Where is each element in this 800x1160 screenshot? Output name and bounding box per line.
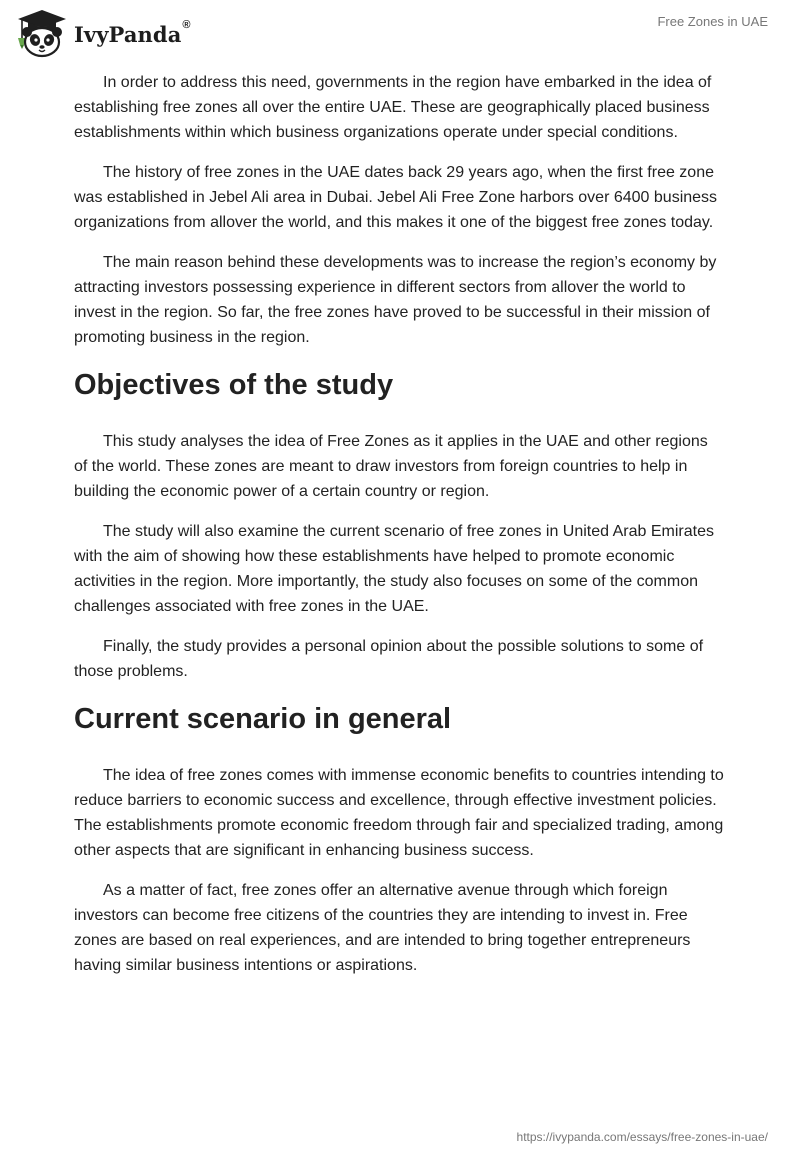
intro-paragraph: In order to address this need, governments in the region have embarked in the idea of establishing free zones all over the entire UAE. These are geographically placed business establishments within which business organizations operate under special conditions. — [74, 74, 712, 141]
intro-paragraph: The main reason behind these developments was to increase the region’s economy by attracting investors possessing experience in different sectors from allover the world to invest in the region. So far, the free zones have proved to be successful in their mission of promoting business in the region. — [74, 254, 717, 346]
section-paragraph: This study analyses the idea of Free Zones as it applies in the UAE and other regions of the world. These zones are meant to draw investors from foreign countries to help in building the economic power of a certain country or region. — [74, 433, 708, 500]
source-url[interactable]: https://ivypanda.com/essays/free-zones-in-uae/ — [516, 1130, 768, 1144]
section-paragraph: The study will also examine the current scenario of free zones in United Arab Emirates with the aim of showing how these establishments have helped to promote economic activities in the region. More importantly, the study also focuses on some of the common challenges associated with free zones in the UAE. — [74, 523, 714, 615]
page-header — [0, 0, 800, 66]
intro-paragraph: The history of free zones in the UAE dates back 29 years ago, when the first free zone was established in Jebel Ali area in Dubai. Jebel Ali Free Zone harbors over 6400 business organizations from allover the world, and this makes it one of the biggest free zones today. — [74, 164, 718, 231]
registered-mark: ® — [182, 18, 191, 31]
essay-body — [74, 70, 724, 993]
section-paragraph: As a matter of fact, free zones offer an alternative avenue through which foreign investors can become free citizens of the countries they are intending to invest in. Free zones are based on real experiences, and are intended to bring together entrepreneurs having similar business intentions or aspirations. — [74, 882, 691, 974]
panda-graduate-icon — [14, 8, 70, 58]
section-heading-current-scenario: Current scenario in general — [74, 703, 452, 735]
section-heading-objectives: Objectives of the study — [74, 369, 394, 401]
section-paragraph: Finally, the study provides a personal opinion about the possible solutions to some of those problems. — [74, 638, 704, 680]
document-title: Free Zones in UAE — [657, 14, 768, 29]
brand-name: IvyPanda® — [74, 18, 191, 47]
section-paragraph: The idea of free zones comes with immense economic benefits to countries intending to reduce barriers to economic success and excellence, through effective investment policies. The establishments promote economic freedom through fair and specialized trading, among other aspects that are significant in enhancing business success. — [74, 767, 724, 859]
brand-logo[interactable] — [14, 8, 191, 58]
